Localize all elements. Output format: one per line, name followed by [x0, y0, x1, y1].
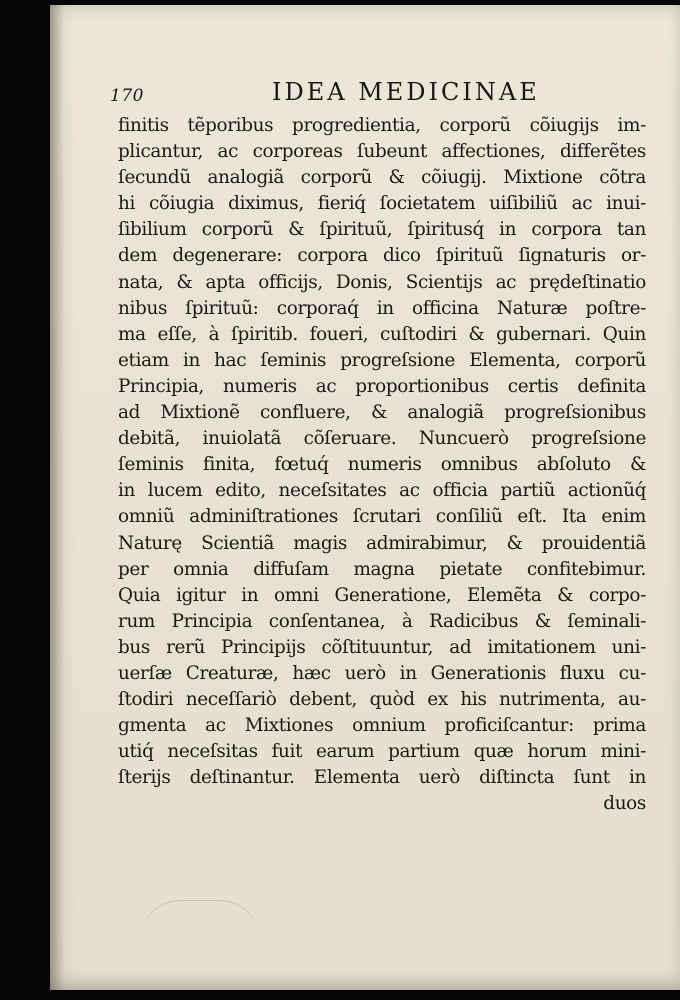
text-line: nibus ſpirituũ: corporaq́ in officina Naturæ poſtre-	[118, 297, 646, 319]
text-line: Naturę Scientiã magis admirabimur, & prouidentiã	[118, 532, 646, 554]
catchword: duos	[603, 793, 646, 815]
text-line: ſibilium corporũ & ſpirituũ, ſpiritusq́ in corpora tan	[118, 219, 646, 241]
text-line: ſecundũ analogiã corporũ & cõiugij. Mixtione cõtra	[118, 167, 646, 189]
text-line: rum Principia conſentanea, à Radicibus & ſeminali-	[118, 610, 646, 632]
body-text	[118, 113, 646, 818]
text-line: per omnia diffuſam magna pietate confitebimur.	[118, 558, 646, 580]
text-line: ſterijs deſtinantur. Elementa uerò diſtincta ſunt in	[118, 767, 646, 789]
text-line: uerſæ Creaturæ, hæc uerò in Generationis fluxu cu-	[118, 662, 646, 684]
text-line: Principia, numeris ac proportionibus certis definita	[118, 375, 646, 397]
page-header	[110, 78, 630, 108]
text-line: Quia igitur in omni Generatione, Elemẽta & corpo-	[118, 584, 646, 606]
text-line: debitã, inuiolatã cõſeruare. Nuncuerò progreſsione	[118, 428, 646, 450]
text-line: ma eſſe, à ſpiritib. foueri, cuſtodiri & gubernari. Quin	[118, 323, 646, 345]
text-line: gmenta ac Mixtiones omnium proficiſcantur: prima	[118, 715, 646, 737]
text-line: in lucem edito, neceſsitates ac officia partiũ actionũq́	[118, 480, 646, 502]
text-line: ad Mixtionẽ confluere, & analogiã progreſsionibus	[118, 402, 646, 424]
spine-shadow	[50, 5, 64, 990]
text-line: dem degenerare: corpora dico ſpirituũ ſignaturis or-	[118, 245, 646, 267]
text-line: etiam in hac ſeminis progreſsione Elementa, corporũ	[118, 349, 646, 371]
text-line: ſtodiri neceſſariò debent, quòd ex his nutrimenta, au-	[118, 689, 646, 711]
text-line: omniũ adminiſtrationes ſcrutari conſiliũ eſt. Ita enim	[118, 506, 646, 528]
text-line: hi cõiugia diximus, fieriq́ ſocietatem uiſibiliũ ac inui-	[118, 193, 646, 215]
running-title: IDEA MEDICINAE	[272, 78, 540, 106]
paper-stain	[140, 900, 260, 941]
text-line: finitis tẽporibus progredientia, corporũ cõiugijs im-	[118, 115, 646, 136]
page-number: 170	[110, 86, 144, 106]
text-line: bus rerũ Principijs cõſtituuntur, ad imitationem uni-	[118, 636, 646, 658]
text-line: plicantur, ac corporeas ſubeunt affectiones, differẽtes	[118, 141, 646, 163]
text-line: ſeminis finita, fœtuq́ numeris omnibus abſoluto &	[118, 454, 646, 476]
text-line: utiq́ neceſsitas fuit earum partium quæ horum mini-	[118, 741, 646, 763]
text-line: nata, & apta officijs, Donis, Scientijs ac prędeſtinatio	[118, 271, 646, 293]
